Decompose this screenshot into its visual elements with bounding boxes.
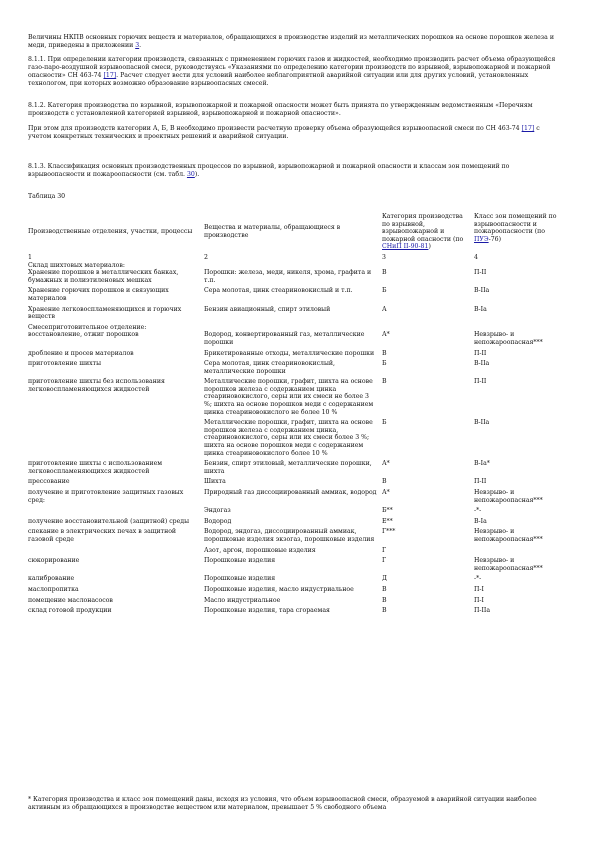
cell-c2: Азот, аргон, порошковые изделия [204, 546, 316, 554]
cell-c3: А* [382, 489, 390, 496]
cell-c1: Хранение порошков в металлических банках, бумажных и полиэтиленовых мешках [28, 269, 179, 284]
table-row [28, 378, 568, 419]
table-section-row [28, 262, 568, 270]
table-row [28, 528, 568, 546]
cell-c1 [28, 547, 204, 558]
intro-paragraph: Величины НКПВ основных горючих веществ и материалов, обращающихся в производстве изделий из металлических порошков на основе порошков железа и меди, приведены в приложении 3. [28, 34, 554, 49]
header-col4 [474, 213, 568, 251]
paragraph-8-1-1-text-a: 8.1.1. При определении категории производств, связанных с применением горючих газов и жидкостей, необходимо производить расчет объема образующейся газо-паро-воздушной взрывоопасной смеси, руководствуясь «Указаниями по определению категории производств по взрывной, взрывопожарной и пожарной опасности» СН 463-74 [28, 56, 556, 79]
cell-c1: помещение маслонасосов [28, 596, 113, 604]
table-row [28, 460, 568, 478]
column-number-row [28, 251, 568, 262]
table-row [28, 360, 568, 378]
cell-c1 [28, 507, 204, 518]
cell-c1: Хранение легковоспламеняющихся и горючих веществ [28, 305, 182, 321]
table-row [28, 269, 568, 287]
cell-c1: Хранение горючих порошков и связующих материалов [28, 287, 169, 302]
cell-c4: В-Iа [474, 517, 487, 525]
cell-c4: Невзрыво- и непожароопасная*** [474, 528, 543, 543]
cell-c3: А* [382, 331, 390, 339]
footnote: * Категория производства и класс зон помещений даны, исходя из условия, что объем взрывоопасной смеси, образуемой в аварийной ситуации наиболее активным из обращающихся в производстве веществом или материалом, превышает 5 % свободного объема [28, 796, 537, 811]
cell-c4: П-IIа [474, 607, 491, 615]
paragraph-8-1-3-text-b: ). [194, 171, 200, 178]
cell-c4: В-Iа [474, 305, 487, 313]
cell-c2: Брикетированные отходы, металлические порошки [204, 349, 375, 357]
cell-c4: Невзрыво- и непожароопасная*** [474, 557, 543, 572]
table-row [28, 575, 568, 586]
cell-c3: Д [382, 575, 388, 583]
cell-c4 [474, 547, 568, 558]
table-section-row [28, 324, 568, 332]
cell-c1: приготовление шихты [28, 360, 101, 368]
cell-c3: В [382, 607, 387, 615]
cell-c2: Порошковые изделия [204, 557, 276, 565]
table-row [28, 287, 568, 305]
cell-c4: В-Iа* [474, 460, 490, 468]
cell-c3: Г [382, 557, 387, 565]
cell-c4: -*- [474, 507, 482, 515]
cell-c2: Водород [204, 517, 232, 525]
appendix-3-link[interactable]: 3 [135, 42, 140, 49]
cell-c4: П-I [474, 596, 484, 604]
table-row [28, 350, 568, 361]
cell-c3: В [382, 478, 387, 486]
intro-text: Величины НКПВ основных горючих веществ и материалов, обращающихся в производстве изделий из металлических порошков на основе порошков железа и меди, приведены в приложении [28, 34, 554, 49]
cell-c1: восстановление, отжиг порошков [28, 331, 139, 339]
cell-c1: спекание в электрических печах в защитной газовой среде [28, 528, 177, 543]
pue-link[interactable]: ПУЭ [474, 235, 489, 243]
cell-c1: получение и приготовление защитных газовых сред: [28, 489, 184, 504]
cell-c3: В [382, 269, 387, 277]
cell-c4: В-IIа [474, 419, 490, 427]
cell-c1: приготовление шихты без использования легковоспламеняющихся жидкостей [28, 378, 165, 393]
table-30-link[interactable]: 30 [186, 171, 195, 178]
cell-c4: П-I [474, 585, 484, 593]
table-body [28, 262, 568, 618]
table-row [28, 607, 568, 618]
table-row [28, 489, 568, 507]
snip-link[interactable]: СНиП II-90-81 [382, 243, 429, 251]
cell-c2: Природный газ диссоциированный аммиак, водород [204, 489, 377, 496]
header-col1: Производственные отделения, участки, процессы [28, 228, 193, 236]
paragraph-note [28, 125, 565, 141]
cell-c3: Г [382, 546, 387, 554]
cell-c3: В [382, 378, 387, 386]
cell-c3: В [382, 349, 387, 357]
section-title: Склад шихтовых материалов: [28, 261, 125, 269]
ref-17-link-2[interactable]: [17] [521, 125, 535, 132]
cell-c2: Эндогаз [204, 507, 231, 515]
table-row [28, 306, 568, 324]
header-col4-text: Класс зон помещений по взрывоопасности и пожароопасности (по [474, 213, 557, 236]
cell-c3: Б** [382, 507, 393, 515]
table-row [28, 547, 568, 558]
table-row [28, 597, 568, 608]
cell-c1: приготовление шихты с использованием легковоспламеняющихся жидкостей [28, 460, 163, 475]
cell-c3: А* [382, 460, 390, 468]
table-row [28, 557, 568, 575]
col-number-3: 3 [382, 253, 386, 261]
cell-c2: Бензин авиационный, спирт этиловый [204, 305, 331, 313]
cell-c3: Б [382, 360, 387, 368]
cell-c3: Г*** [382, 528, 396, 536]
paragraph-8-1-1 [28, 56, 565, 88]
table-row [28, 478, 568, 489]
cell-c4: -*- [474, 575, 482, 583]
col-number-1: 1 [28, 253, 32, 261]
paragraph-8-1-3-text-a: 8.1.3. Классификация основных производственных процессов по взрывной, взрывопожарной и пожарной опасности и классам зон помещений по взрывоопасности и пожароопасности (см. табл. [28, 163, 510, 178]
cell-c1: маслопропитка [28, 585, 79, 593]
table-row [28, 518, 568, 529]
cell-c1 [28, 419, 204, 460]
cell-c2: Бензин, спирт этиловый, металлические порошки, шихта [204, 460, 372, 475]
cell-c2: Водород, конвертированный газ, металлические порошки [204, 331, 365, 346]
cell-c1: получение восстановительной (защитной) среды [28, 517, 190, 525]
cell-c3: В [382, 596, 387, 604]
cell-c2: Металлические порошки, графит, шихта на основе порошков железа с содержанием цинка, стеариновокислого, серы или их смеси более 3 %; шихта на основе порошков меди с содержанием цинка стеариновокислого более 10 % [204, 419, 373, 457]
cell-c1: прессование [28, 478, 70, 486]
table-row [28, 586, 568, 597]
header-col2: Вещества и материалы, обращающиеся в производстве [204, 224, 341, 239]
cell-c2: Порошковые изделия [204, 575, 276, 583]
section-title: Смесеприготовительное отделение: [28, 323, 147, 331]
header-col3-tail: ) [428, 243, 431, 251]
cell-c2: Порошковые изделия, тара сгораемая [204, 607, 330, 615]
cell-c2: Водород, эндогаз, диссоциированный аммиак, порошковые изделия экзогаз, порошковые изделия [204, 528, 375, 543]
cell-c1: сюкорирование [28, 557, 80, 565]
header-col4-tail: -76) [488, 235, 501, 243]
cell-c2: Масло индустриальное [204, 596, 281, 604]
cell-c4: П-II [474, 478, 487, 486]
table-header-row [28, 213, 568, 251]
classification-table [28, 213, 568, 618]
paragraph-8-1-3 [28, 163, 565, 179]
cell-c2: Сера молотая, цинк стеариновокислый, металлические порошки [204, 360, 336, 375]
table-row [28, 507, 568, 518]
cell-c4: В-IIа [474, 287, 490, 295]
ref-17-link[interactable]: [17] [103, 72, 117, 79]
cell-c3: Е** [382, 517, 393, 525]
col-number-2: 2 [204, 253, 208, 261]
paragraph-note-text-b: с учетом конкретных технических и проектных решений и аварийной ситуации. [28, 125, 540, 140]
cell-c3: Б [382, 287, 387, 295]
paragraph-8-1-2: 8.1.2. Категория производства по взрывной, взрывопожарной и пожарной опасности может быть принята по утвержденным ведомственным «Перечням производств с установленной категорией взрывной, взрывопожарной и пожарной опасности». [28, 102, 533, 117]
cell-c2: Порошковые изделия, масло индустриальное [204, 585, 354, 593]
cell-c4: Невзрыво- и непожароопасная*** [474, 331, 543, 346]
table-caption: Таблица 30 [28, 193, 66, 200]
cell-c3: В [382, 585, 387, 593]
cell-c4: Невзрыво- и непожароопасная*** [474, 489, 543, 504]
table-row [28, 331, 568, 349]
table-row [28, 419, 568, 460]
cell-c3: А [382, 305, 387, 313]
paragraph-8-1-1-text-b: . Расчет следует вести для условий наиболее неблагоприятной аварийной ситуации или для других условий, установленных технологом, при которых возможно образование взрывоопасных смесей. [28, 72, 529, 87]
cell-c4: В-IIа [474, 360, 490, 368]
cell-c1: дробление и просев материалов [28, 349, 134, 357]
cell-c2: Шихта [204, 478, 226, 486]
col-number-4: 4 [474, 253, 478, 261]
cell-c4: П-II [474, 378, 487, 386]
cell-c2: Металлические порошки, графит, шихта на основе порошков железа с содержанием цинка стеариновокислого, серы или их смеси не более 3 %; шихта на основе порошков меди с содержанием цинка стеариновокислого не более 10 % [204, 378, 374, 416]
cell-c4: П-II [474, 349, 487, 357]
header-col3-text: Категория производства по взрывной, взрывопожарной и пожарной опасности (по [382, 213, 464, 243]
cell-c2: Порошки: железа, меди, никеля, хрома, графита и т.п. [204, 269, 372, 284]
cell-c4: П-II [474, 269, 487, 277]
cell-c1: калибрование [28, 575, 75, 583]
cell-c3: Б [382, 419, 387, 427]
paragraph-note-text-a: При этом для производств категории А, Б, В необходимо произвести расчетную проверку объема образующейся взрывоопасной смеси по СН 463-74 [28, 125, 520, 132]
cell-c2: Сера молотая, цинк стеариновокислый и т.п. [204, 287, 353, 295]
cell-c1: склад готовой продукции [28, 607, 112, 615]
header-col3 [382, 213, 474, 251]
